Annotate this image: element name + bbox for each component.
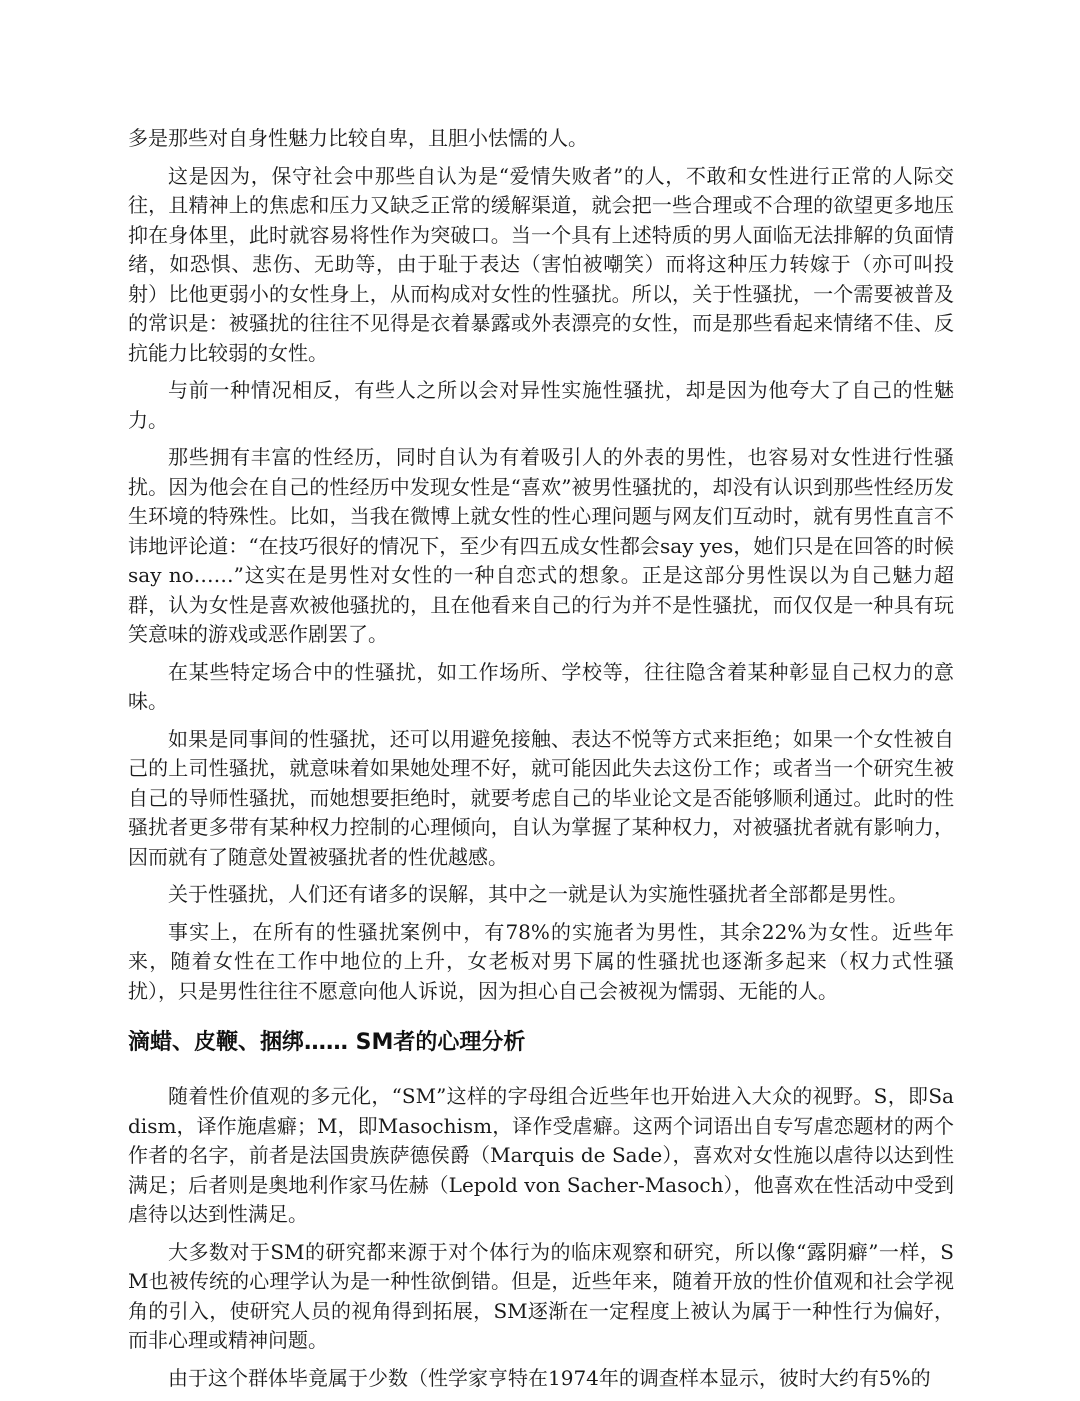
paragraph-continued: 多是那些对自身性魅力比较自卑，且胆小怯懦的人。 <box>128 126 588 150</box>
section-heading: 滴蜡、皮鞭、捆绑…… SM者的心理分析 <box>128 1030 526 1055</box>
paragraph: 那些拥有丰富的性经历，同时自认为有着吸引人的外表的男性，也容易对女性进行性骚扰。因为他会在自己的性经历中发现女性是“喜欢”被男性骚扰的，却没有认识到那些性经历发生环境的特殊性。比如，当我在微博上就女性的性心理问题与网友们互动时，就有男性直言不讳地评论道：“在技巧很好的情况下，至少有四五成女性都会say yes，她们只是在回答的时候say no……”这实在是男性对女性的一种自恋式的想象。正是这部分男性误以为自己魅力超群，认为女性是喜欢被他骚扰的，且在他看来自己的行为并不是性骚扰，而仅仅是一种具有玩笑意味的游戏或恶作剧罢了。 <box>128 445 954 646</box>
paragraph-truncated: 由于这个群体毕竟属于少数（性学家亨特在1974年的调查样本显示，彼时大约有5%的 <box>168 1365 931 1390</box>
paragraph: 随着性价值观的多元化，“SM”这样的字母组合近些年也开始进入大众的视野。S，即Sadism，译作施虐癖；M，即Masochism，译作受虐癖。这两个词语出自专写虐恋题材的两个作者的名字，前者是法国贵族萨德侯爵（Marquis de Sade），喜欢对女性施以虐待以达到性满足；后者则是奥地利作家马佐赫（Lepold von Sacher-Masoch），他喜欢在性活动中受到虐待以达到性满足。 <box>128 1084 954 1226</box>
paragraph: 与前一种情况相反，有些人之所以会对异性实施性骚扰，却是因为他夸大了自己的性魅力。 <box>128 378 954 432</box>
document-page <box>128 124 954 1401</box>
paragraph: 如果是同事间的性骚扰，还可以用避免接触、表达不悦等方式来拒绝；如果一个女性被自己的上司性骚扰，就意味着如果她处理不好，就可能因此失去这份工作；或者当一个研究生被自己的导师性骚扰，而她想要拒绝时，就要考虑自己的毕业论文是否能够顺利通过。此时的性骚扰者更多带有某种权力控制的心理倾向，自认为掌握了某种权力，对被骚扰者就有影响力，因而就有了随意处置被骚扰者的性优越感。 <box>128 726 954 869</box>
paragraph: 事实上，在所有的性骚扰案例中，有78%的实施者为男性，其余22%为女性。近些年来，随着女性在工作中地位的上升，女老板对男下属的性骚扰也逐渐多起来（权力式性骚扰），只是男性往往不愿意向他人诉说，因为担心自己会被视为懦弱、无能的人。 <box>128 919 954 1003</box>
paragraph: 这是因为，保守社会中那些自认为是“爱情失败者”的人，不敢和女性进行正常的人际交往，且精神上的焦虑和压力又缺乏正常的缓解渠道，就会把一些合理或不合理的欲望更多地压抑在身体里，此时就容易将性作为突破口。当一个具有上述特质的男人面临无法排解的负面情绪，如恐惧、悲伤、无助等，由于耻于表达（害怕被嘲笑）而将这种压力转嫁于（亦可叫投射）比他更弱小的女性身上，从而构成对女性的性骚扰。所以，关于性骚扰，一个需要被普及的常识是：被骚扰的往往不见得是衣着暴露或外表漂亮的女性，而是那些看起来情绪不佳、反抗能力比较弱的女性。 <box>128 163 954 365</box>
paragraph: 大多数对于SM的研究都来源于对个体行为的临床观察和研究，所以像“露阴癖”一样，SM也被传统的心理学认为是一种性欲倒错。但是，近些年来，随着开放的性价值观和社会学视角的引入，使研究人员的视角得到拓展，SM逐渐在一定程度上被认为属于一种性行为偏好，而非心理或精神问题。 <box>128 1239 954 1352</box>
paragraph: 在某些特定场合中的性骚扰，如工作场所、学校等，往往隐含着某种彰显自己权力的意味。 <box>128 659 954 713</box>
paragraph: 关于性骚扰，人们还有诸多的误解，其中之一就是认为实施性骚扰者全部都是男性。 <box>168 882 908 906</box>
